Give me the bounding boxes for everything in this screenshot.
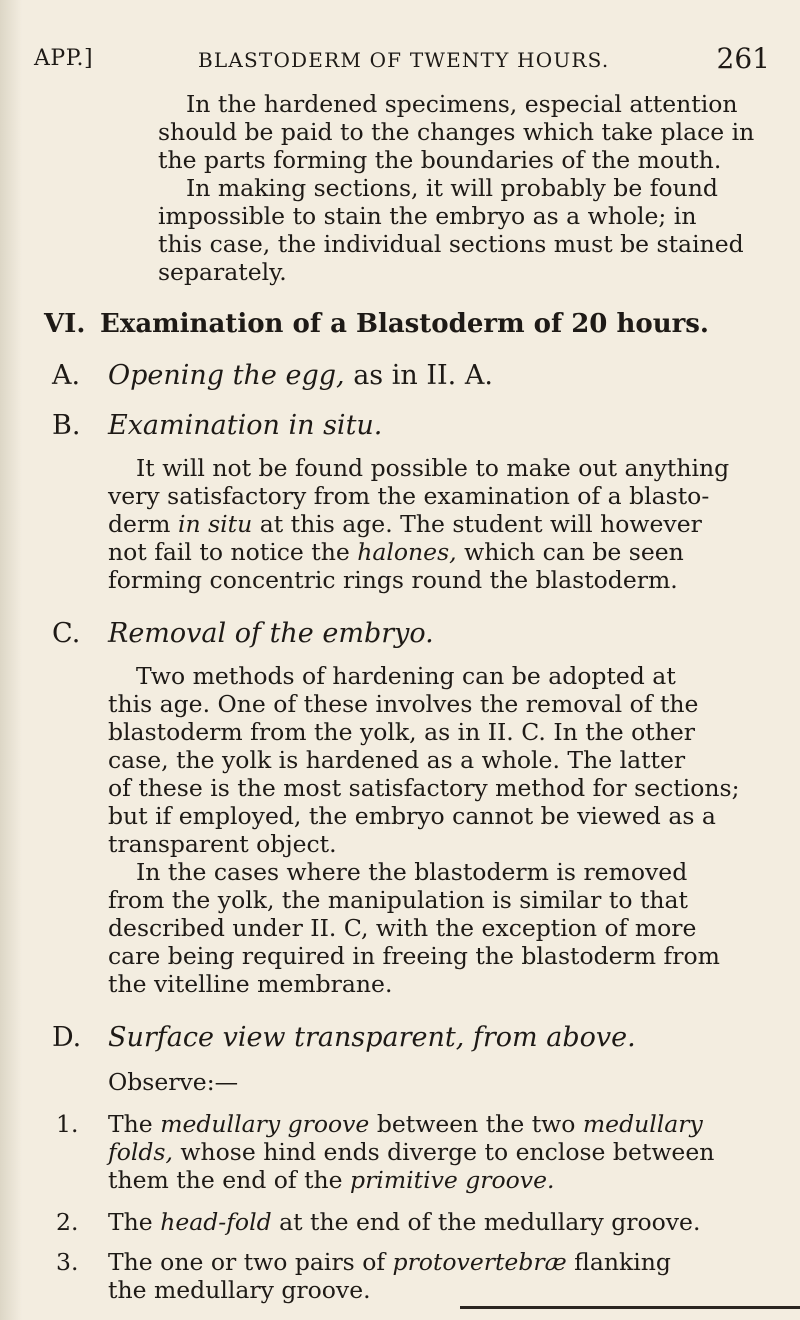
subsection-d-title: Surface view transparent, from above. xyxy=(108,1022,636,1053)
subsection-a-heading xyxy=(108,362,493,390)
c-line: Two methods of hardening can be adopted at xyxy=(136,662,676,690)
c-line: from the yolk, the manipulation is similar to that xyxy=(108,886,688,914)
list-number: 1. xyxy=(56,1110,79,1138)
item-emphasis: folds, xyxy=(108,1138,173,1166)
subsection-a-rest: as in II. A. xyxy=(344,360,493,391)
c-line: case, the yolk is hardened as a whole. The latter xyxy=(108,746,686,774)
subsection-letter-d: D. xyxy=(52,1022,82,1053)
subsection-c-title: Removal of the embryo. xyxy=(108,618,434,649)
intro-line: impossible to stain the embryo as a whole; in xyxy=(158,202,697,230)
b-line: very satisfactory from the examination of a blasto- xyxy=(108,482,710,510)
item-emphasis: medullary xyxy=(582,1110,703,1138)
b-line xyxy=(108,510,702,538)
list-item-1-line xyxy=(108,1138,714,1166)
list-item-3-line: the medullary groove. xyxy=(108,1276,371,1304)
b-text: derm xyxy=(108,510,178,538)
b-text: which can be seen xyxy=(456,538,684,566)
running-header xyxy=(34,42,770,82)
item-text: them the end of the xyxy=(108,1166,351,1194)
intro-line: the parts forming the boundaries of the mouth. xyxy=(158,146,722,174)
page-gutter-shadow xyxy=(0,0,22,1320)
bottom-rule xyxy=(460,1306,800,1309)
subsection-a-title: Opening the egg, xyxy=(108,360,345,391)
b-line: forming concentric rings round the blastoderm. xyxy=(108,566,678,594)
b-text: at this age. The student will however xyxy=(252,510,702,538)
c-line: the vitelline membrane. xyxy=(108,970,393,998)
subsection-letter-c: C. xyxy=(52,618,81,649)
subsection-letter-b: B. xyxy=(52,410,81,441)
item-emphasis: medullary groove xyxy=(160,1110,370,1138)
b-line xyxy=(108,538,684,566)
item-emphasis: head-fold xyxy=(160,1208,272,1236)
list-item-3-line xyxy=(108,1248,671,1276)
section-title: Examination of a Blastoderm of 20 hours. xyxy=(100,309,709,339)
header-left: APP.] xyxy=(34,46,94,71)
list-item-1-line xyxy=(108,1110,703,1138)
b-emphasis: in situ xyxy=(177,510,253,538)
c-line: blastoderm from the yolk, as in II. C. In the other xyxy=(108,718,696,746)
item-text: The xyxy=(108,1110,161,1138)
item-emphasis: protovertebræ xyxy=(392,1248,567,1276)
c-line: transparent object. xyxy=(108,830,337,858)
list-number: 2. xyxy=(56,1208,79,1236)
subsection-b-title: Examination in situ. xyxy=(108,410,383,441)
page-number: 261 xyxy=(716,42,770,75)
intro-line: separately. xyxy=(158,258,287,286)
item-text: flanking xyxy=(566,1248,671,1276)
intro-line: In making sections, it will probably be found xyxy=(186,174,718,202)
c-line: care being required in freeing the blastoderm from xyxy=(108,942,720,970)
b-emphasis: halones, xyxy=(357,538,457,566)
c-line: of these is the most satisfactory method for sections; xyxy=(108,774,740,802)
c-line: In the cases where the blastoderm is removed xyxy=(136,858,688,886)
item-text: whose hind ends diverge to enclose between xyxy=(172,1138,715,1166)
c-line: but if employed, the embryo cannot be viewed as a xyxy=(108,802,716,830)
item-text: The xyxy=(108,1208,161,1236)
list-item-2-line xyxy=(108,1208,700,1236)
list-item-1-line xyxy=(108,1166,554,1194)
header-title: BLASTODERM OF TWENTY HOURS. xyxy=(198,48,610,72)
intro-line: should be paid to the changes which take place in xyxy=(158,118,755,146)
intro-line: In the hardened specimens, especial attention xyxy=(186,90,738,118)
subsection-letter-a: A. xyxy=(52,360,81,391)
b-text: not fail to notice the xyxy=(108,538,358,566)
c-line: this age. One of these involves the removal of the xyxy=(108,690,699,718)
list-number: 3. xyxy=(56,1248,79,1276)
intro-line: this case, the individual sections must be stained xyxy=(158,230,744,258)
c-line: described under II. C, with the exception of more xyxy=(108,914,697,942)
b-line: It will not be found possible to make out anything xyxy=(136,454,730,482)
item-text: between the two xyxy=(369,1110,583,1138)
section-numeral: VI. xyxy=(44,309,86,339)
item-text: The one or two pairs of xyxy=(108,1248,393,1276)
item-text: at the end of the medullary groove. xyxy=(271,1208,701,1236)
observe-label: Observe:— xyxy=(108,1068,239,1096)
item-emphasis: primitive groove. xyxy=(350,1166,555,1194)
